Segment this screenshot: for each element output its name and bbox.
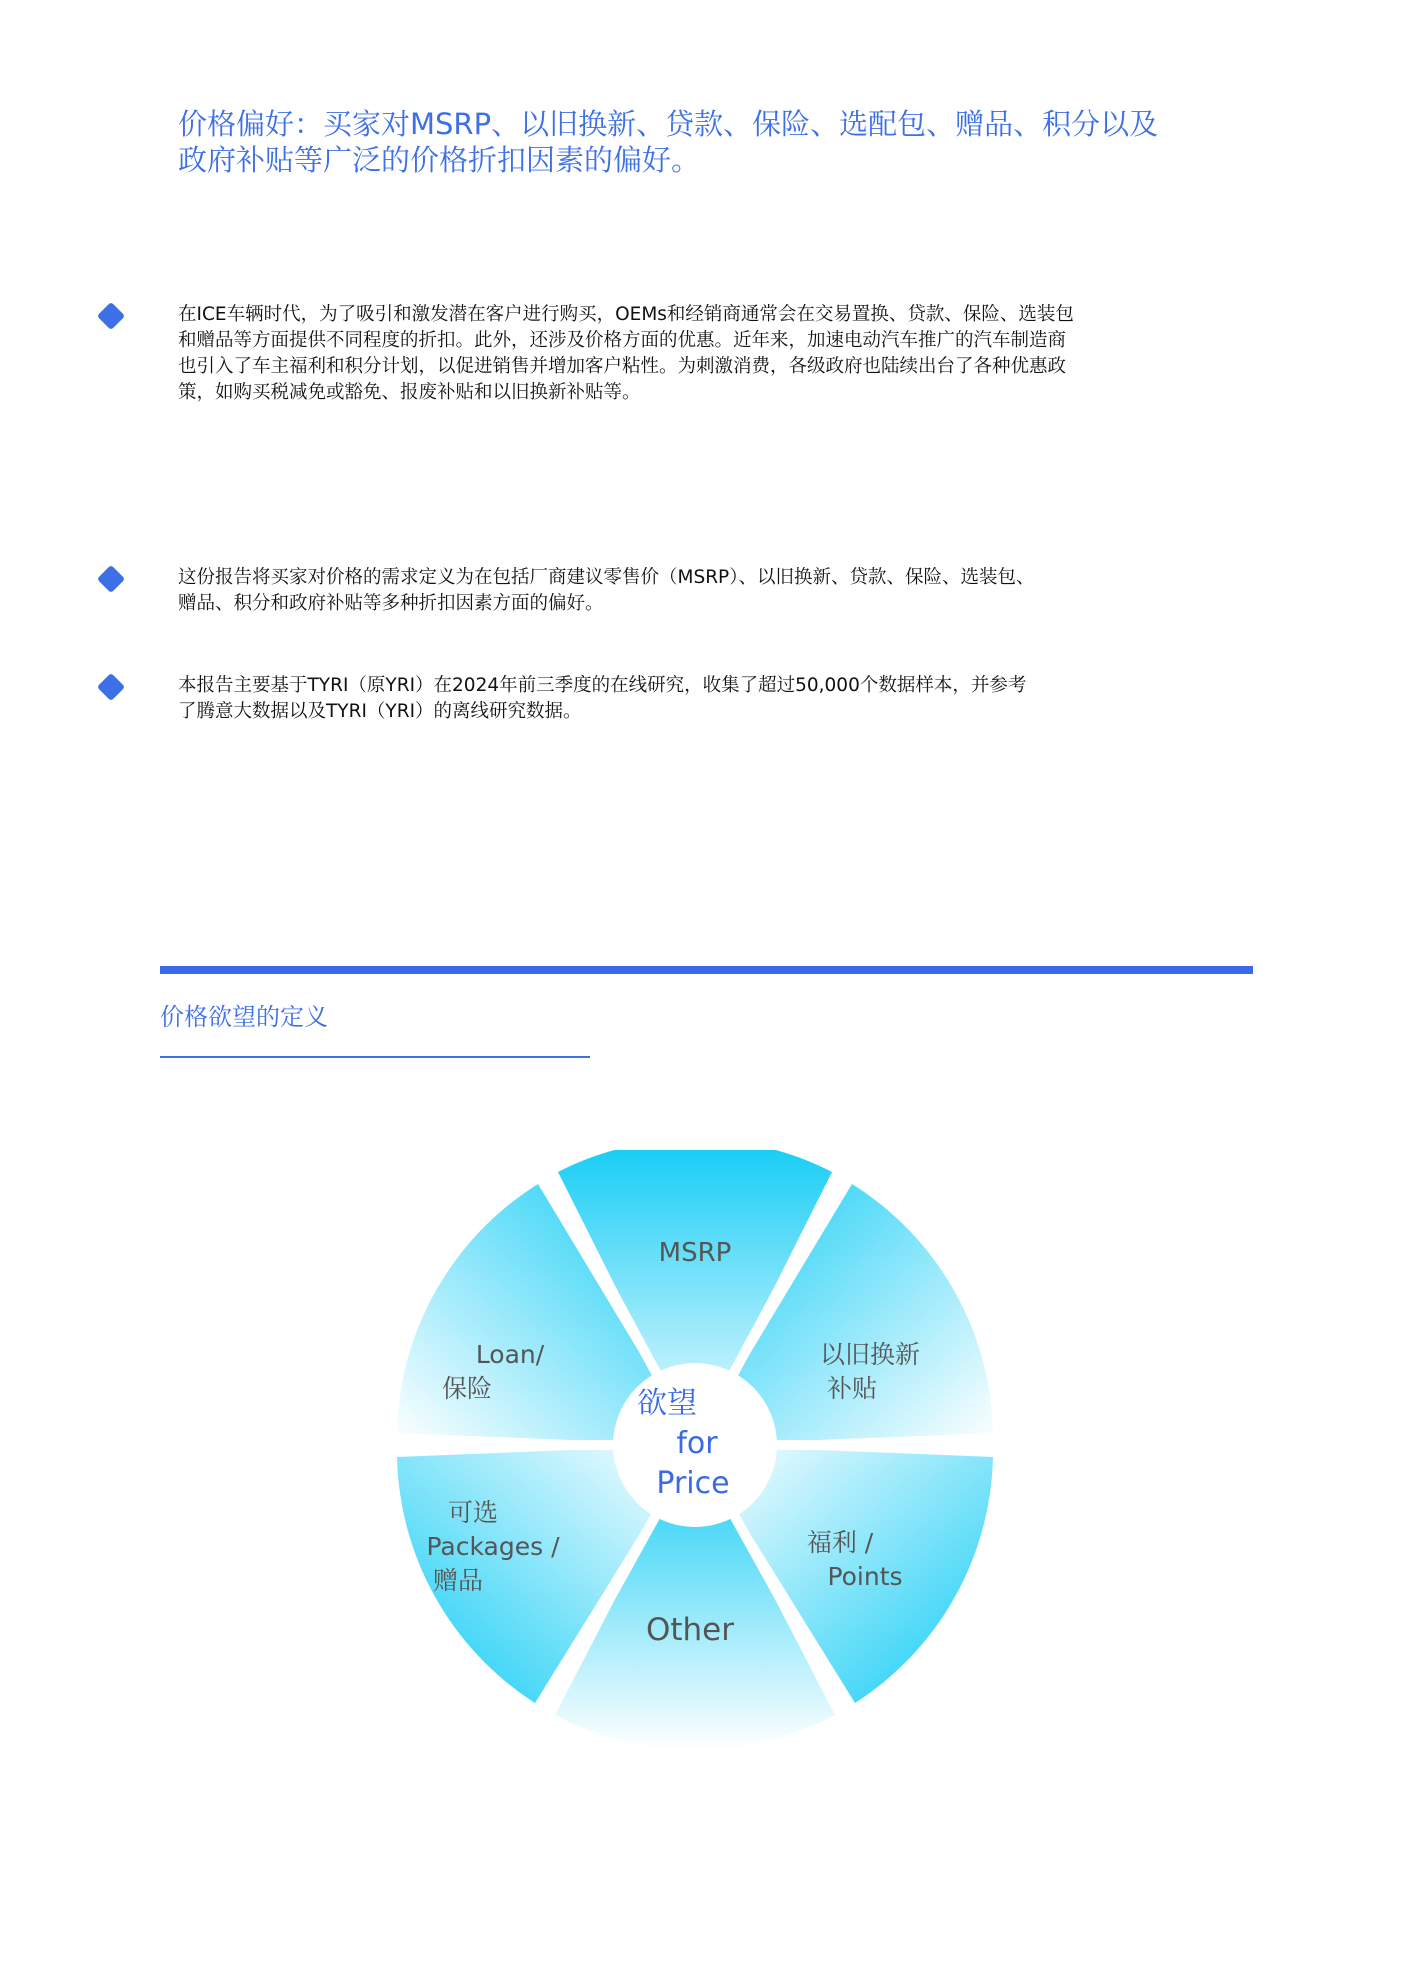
bullet-2-line-2: 赠品、积分和政府补贴等多种折扣因素方面的偏好。 bbox=[178, 593, 604, 614]
bullet-3-line-1: 本报告主要基于TYRI（原YRI）在2024年前三季度的在线研究，收集了超过50,000个数据样本，并参考 bbox=[178, 675, 1027, 696]
hub-label-line-2: for bbox=[676, 1426, 718, 1461]
segment-label-points-line-2: Points bbox=[827, 1562, 903, 1591]
hub-label-line-1: 欲望 bbox=[637, 1386, 697, 1421]
section-divider-bar bbox=[160, 966, 1253, 974]
bullet-1-line-1: 在ICE车辆时代，为了吸引和激发潜在客户进行购买，OEMs和经销商通常会在交易置换、贷款、保险、选装包 bbox=[178, 304, 1074, 325]
segment-label-trade-in-line-2: 补贴 bbox=[826, 1374, 878, 1403]
bullet-paragraph-1 bbox=[178, 302, 1074, 406]
segment-label-msrp: MSRP bbox=[658, 1238, 732, 1268]
segment-label-packages-line-2: Packages / bbox=[426, 1532, 560, 1561]
headline-line-1: 价格偏好：买家对MSRP、以旧换新、贷款、保险、选配包、赠品、积分以及 bbox=[178, 107, 1159, 141]
hub-label-line-3: Price bbox=[656, 1466, 730, 1501]
segment-label-trade-in-line-1: 以旧换新 bbox=[819, 1340, 921, 1369]
price-desire-wheel-diagram bbox=[395, 1150, 1015, 1750]
section-title-underline bbox=[160, 1056, 590, 1058]
diamond-bullet-icon bbox=[97, 565, 125, 593]
headline bbox=[178, 106, 1258, 178]
bullet-1-line-3: 也引入了车主福利和积分计划，以促进销售并增加客户粘性。为刺激消费，各级政府也陆续出台了各种优惠政 bbox=[178, 356, 1067, 377]
segment-label-points-line-1: 福利 / bbox=[806, 1528, 874, 1557]
segment-label-other: Other bbox=[645, 1612, 735, 1648]
bullet-2-line-1: 这份报告将买家对价格的需求定义为在包括厂商建议零售价（MSRP）、以旧换新、贷款、保险、选装包、 bbox=[178, 567, 1035, 588]
segment-label-loan-line-1: Loan/ bbox=[475, 1340, 545, 1369]
headline-line-2: 政府补贴等广泛的价格折扣因素的偏好。 bbox=[178, 143, 701, 177]
section-title: 价格欲望的定义 bbox=[160, 1003, 328, 1031]
bullet-paragraph-2 bbox=[178, 565, 1034, 617]
diamond-bullet-icon bbox=[97, 302, 125, 330]
segment-label-packages-line-1: 可选 bbox=[447, 1498, 499, 1527]
bullet-3-line-2: 了腾意大数据以及TYRI（YRI）的离线研究数据。 bbox=[178, 701, 582, 722]
segment-label-packages-line-3: 赠品 bbox=[432, 1566, 484, 1595]
bullet-paragraph-3 bbox=[178, 673, 1026, 725]
bullet-1-line-4: 策，如购买税减免或豁免、报废补贴和以旧换新补贴等。 bbox=[178, 382, 641, 403]
diamond-bullet-icon bbox=[97, 673, 125, 701]
segment-label-loan-line-2: 保险 bbox=[441, 1374, 493, 1403]
bullet-1-line-2: 和赠品等方面提供不同程度的折扣。此外，还涉及价格方面的优惠。近年来，加速电动汽车推广的汽车制造商 bbox=[178, 330, 1067, 351]
